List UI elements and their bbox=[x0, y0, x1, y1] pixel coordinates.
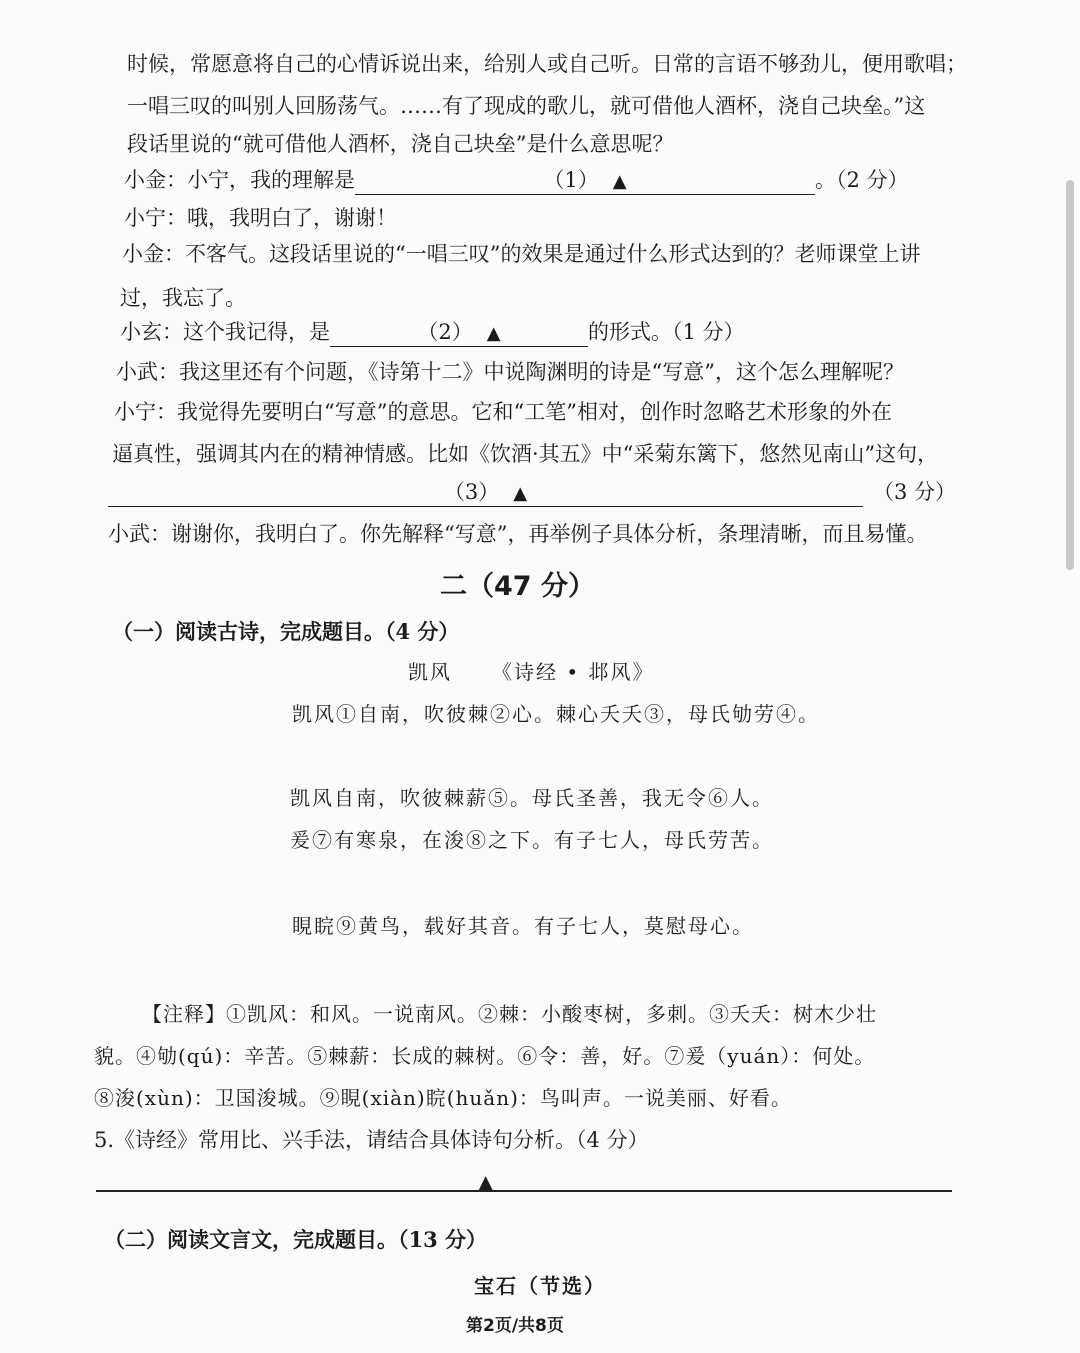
triangle-marker-icon: ▲ bbox=[612, 171, 627, 192]
poem-line: 睍睆⑨黄鸟，载好其音。有子七人，莫慰母心。 bbox=[292, 914, 754, 938]
score-text: 。（2 分） bbox=[815, 168, 909, 192]
annotation-line: 【注释】①凯风：和风。一说南风。②棘：小酸枣树，多刺。③夭夭：树木少壮 bbox=[142, 1002, 877, 1026]
question-5: 5.《诗经》常用比、兴手法，请结合具体诗句分析。（4 分） bbox=[94, 1128, 649, 1152]
triangle-marker-icon: ▲ bbox=[478, 1170, 494, 1194]
section-title: 二（47 分） bbox=[440, 571, 595, 602]
triangle-marker-icon: ▲ bbox=[513, 483, 528, 504]
answer-blank-2[interactable]: （2） ▲ bbox=[330, 320, 588, 347]
text-line: 小宁：哦，我明白了，谢谢！ bbox=[124, 206, 397, 230]
passage-title: 宝石（节选） bbox=[474, 1274, 606, 1298]
answer-line-5[interactable] bbox=[96, 1190, 952, 1192]
answer-line-3 bbox=[108, 478, 956, 507]
text-line: 小武：谢谢你，我明白了。你先解释“写意”，再举例子具体分析，条理清晰，而且易懂。 bbox=[108, 522, 928, 546]
annotation-line: 貌。④劬(qú)：辛苦。⑤棘薪：长成的棘树。⑥令：善，好。⑦爰（yuán）：何处。 bbox=[94, 1044, 876, 1068]
text-line: 过，我忘了。 bbox=[120, 286, 246, 310]
part-heading: （二）阅读文言文，完成题目。（13 分） bbox=[104, 1227, 488, 1252]
text-line: 小金：不客气。这段话里说的“一唱三叹”的效果是通过什么形式达到的？老师课堂上讲 bbox=[122, 242, 921, 266]
text-line: 一唱三叹的叫别人回肠荡气。……有了现成的歌儿，就可借他人酒杯，浇自己块垒。”这 bbox=[127, 94, 926, 118]
poem-line: 爰⑦有寒泉，在浚⑧之下。有子七人，母氏劳苦。 bbox=[290, 828, 774, 852]
text-line: 逼真性，强调其内在的精神情感。比如《饮酒·其五》中“采菊东篱下，悠然见南山”这句， bbox=[112, 442, 939, 466]
answer-line-2 bbox=[120, 318, 745, 347]
speaker-text: 小金：小宁，我的理解是 bbox=[124, 168, 355, 192]
poem-title-line bbox=[408, 658, 655, 686]
triangle-marker-icon: ▲ bbox=[486, 323, 501, 344]
poem-line: 凯风自南，吹彼棘薪⑤。母氏圣善，我无令⑥人。 bbox=[290, 786, 774, 810]
page-number: 第2页/共8页 bbox=[466, 1316, 564, 1336]
text-line: 小宁：我觉得先要明白“写意”的意思。它和“工笔”相对，创作时忽略艺术形象的外在 bbox=[114, 400, 892, 424]
answer-blank-1[interactable]: （1） ▲ bbox=[355, 168, 815, 195]
score-text: （3 分） bbox=[873, 480, 957, 504]
poem-source: 《诗经 • 邶风》 bbox=[492, 660, 655, 684]
text-line: 段话里说的“就可借他人酒杯，浇自己块垒”是什么意思呢？ bbox=[127, 132, 674, 156]
answer-blank-3[interactable]: （3） ▲ bbox=[108, 480, 863, 507]
poem-line: 凯风①自南，吹彼棘②心。棘心夭夭③，母氏劬劳④。 bbox=[292, 702, 820, 726]
text-line: 小武：我这里还有个问题，《诗第十二》中说陶渊明的诗是“写意”，这个怎么理解呢？ bbox=[116, 360, 904, 384]
poem-title: 凯风 bbox=[408, 660, 452, 684]
speaker-text: 小玄：这个我记得，是 bbox=[120, 320, 330, 344]
text-line: 时候，常愿意将自己的心情诉说出来，给别人或自己听。日常的言语不够劲儿，便用歌唱； bbox=[127, 52, 967, 76]
annotation-line: ⑧浚(xùn)：卫国浚城。⑨睍(xiàn)睆(huǎn)：鸟叫声。一说美丽、好看。 bbox=[94, 1086, 792, 1110]
part-heading: （一）阅读古诗，完成题目。（4 分） bbox=[112, 619, 460, 644]
answer-line-1 bbox=[124, 166, 909, 195]
scrollbar-thumb[interactable] bbox=[1066, 180, 1074, 570]
score-text: 的形式。（1 分） bbox=[588, 320, 745, 344]
